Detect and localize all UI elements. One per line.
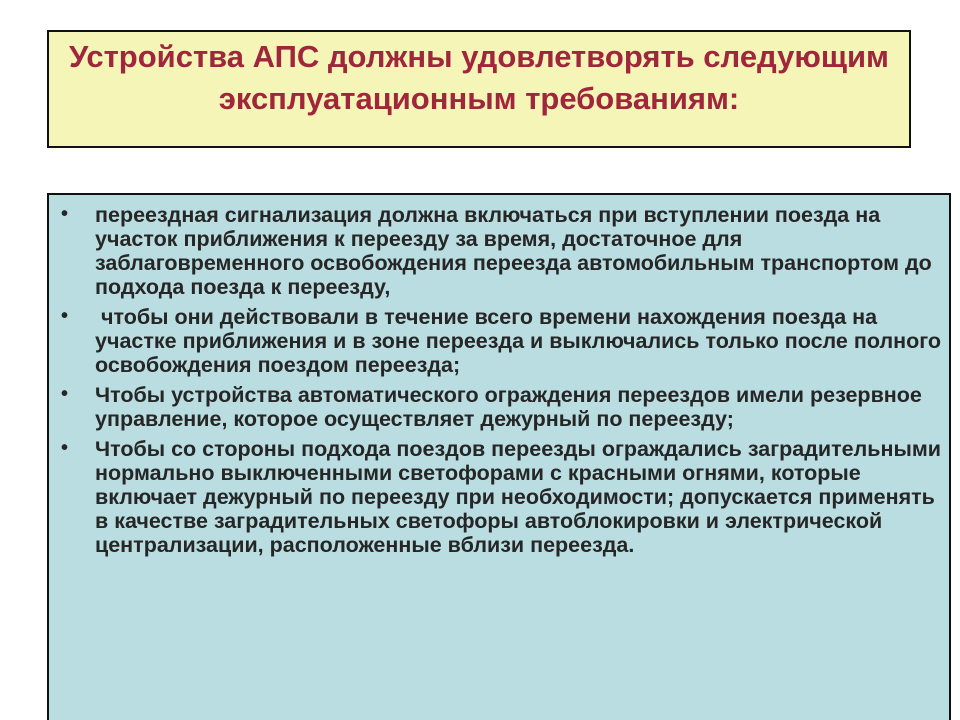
bullet-icon: • — [61, 305, 69, 327]
list-item — [49, 383, 943, 431]
bullet-icon: • — [61, 437, 69, 459]
content-box — [47, 193, 951, 720]
bullet-icon: • — [61, 203, 69, 225]
bullet-text: Чтобы со стороны подхода поездов переезды ограждались заградительными нормально выключенными светофорами с красными огнями, которые включает дежурный по переезду при необходимости; допускается применять в качестве заградительных светофоры автоблокировки и электрической централизации, расположенные вблизи переезда. — [95, 437, 947, 557]
list-item — [49, 305, 948, 377]
slide-title: Устройства АПС должны удовлетворять следующим эксплуатационным требованиям: — [69, 39, 889, 116]
list-item — [49, 437, 947, 557]
list-item — [49, 203, 943, 299]
bullet-text: Чтобы устройства автоматического ограждения переездов имели резервное управление, которое осуществляет дежурный по переезду; — [95, 383, 928, 431]
bullet-text: чтобы они действовали в течение всего времени нахождения поезда на участке приближения и в зоне переезда и выключались только после полного освобождения поездом переезда; — [95, 305, 948, 377]
bullet-list — [49, 195, 949, 557]
bullet-icon: • — [61, 383, 69, 405]
bullet-text: переездная сигнализация должна включаться при вступлении поезда на участок приближения к переезду за время, достаточное для заблаговременного освобождения переезда автомобильным транспортом до подхода поезда к переезду, — [95, 203, 938, 299]
title-box — [47, 30, 911, 148]
